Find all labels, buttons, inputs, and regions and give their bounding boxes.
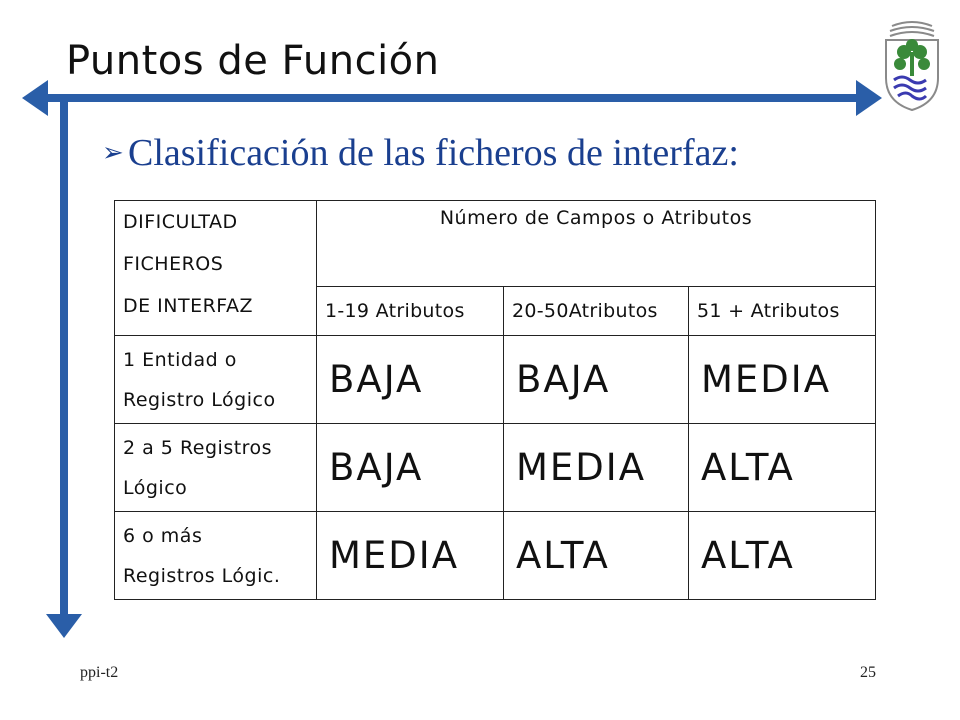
complexity-cell: BAJA: [317, 336, 504, 424]
footer-label: ppi-t2: [80, 664, 119, 681]
corner-line: DE INTERFAZ: [123, 295, 254, 317]
complexity-cell: BAJA: [317, 424, 504, 512]
table-corner-header: [115, 201, 317, 336]
complexity-cell: ALTA: [504, 512, 689, 600]
column-header: 51 + Atributos: [689, 287, 876, 336]
row-label: [115, 512, 317, 600]
row-label-line: Lógico: [123, 476, 188, 499]
complexity-cell: MEDIA: [317, 512, 504, 600]
interface-file-complexity-table: [114, 200, 876, 600]
complexity-cell: BAJA: [504, 336, 689, 424]
group-header: Número de Campos o Atributos: [317, 201, 876, 287]
table-row: [115, 512, 876, 600]
row-label-line: 6 o más: [123, 524, 203, 547]
slide-title: Puntos de Función: [66, 38, 440, 84]
down-arrowhead-icon: [46, 614, 82, 638]
table-row: [115, 336, 876, 424]
table-row: [115, 424, 876, 512]
complexity-cell: MEDIA: [504, 424, 689, 512]
vertical-arrow-bar: [60, 98, 68, 618]
column-header: 20-50Atributos: [504, 287, 689, 336]
page-number: 25: [860, 664, 876, 681]
subtitle-text: Clasificación de las ficheros de interfaz:: [128, 132, 739, 174]
university-crest-icon: [880, 18, 944, 112]
row-label: [115, 424, 317, 512]
slide-subtitle: [102, 131, 739, 175]
row-label-line: Registro Lógico: [123, 388, 276, 411]
row-label-line: 1 Entidad o: [123, 348, 237, 371]
left-arrowhead-icon: [22, 80, 48, 116]
complexity-cell: ALTA: [689, 424, 876, 512]
arrow-bullet-icon: ➢: [102, 138, 124, 168]
complexity-cell: MEDIA: [689, 336, 876, 424]
corner-line: DIFICULTAD: [123, 211, 238, 233]
complexity-cell: ALTA: [689, 512, 876, 600]
right-arrowhead-icon: [856, 80, 882, 116]
row-label-line: Registros Lógic.: [123, 564, 281, 587]
row-label: [115, 336, 317, 424]
corner-line: FICHEROS: [123, 253, 224, 275]
column-header: 1-19 Atributos: [317, 287, 504, 336]
row-label-line: 2 a 5 Registros: [123, 436, 273, 459]
horizontal-arrow-bar: [40, 94, 864, 102]
